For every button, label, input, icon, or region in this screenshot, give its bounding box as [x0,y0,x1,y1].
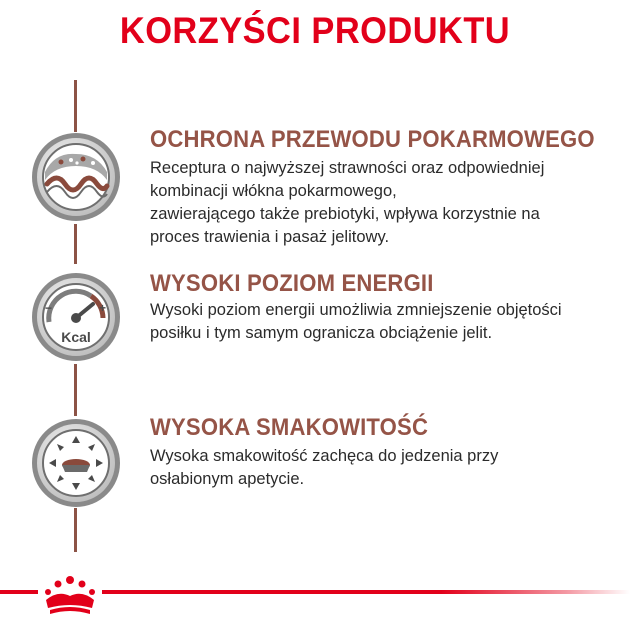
digestive-tract-icon [31,132,121,222]
benefit-text-palatability [150,445,610,491]
connector-line-mid-1 [74,224,77,264]
benefit-text-line: Receptura o najwyższej strawności oraz odpowiedniej [150,159,545,177]
benefit-text-line: Wysoka smakowitość zachęca do jedzenia przy [150,447,499,465]
svg-text:−: − [45,301,53,315]
page-title: KORZYŚCI PRODUKTU [119,10,511,51]
benefit-text-line: proces trawienia i pasaż jelitowy. [150,228,390,246]
energy-gauge-icon [31,272,121,362]
benefit-text-line: kombinacji włókna pokarmowego, [150,182,397,200]
royal-crown-logo [38,572,102,618]
connector-line-mid-2 [74,364,77,416]
benefit-text-energy [150,299,610,345]
svg-text:+: + [99,301,107,315]
benefit-text-line: zawierającego także prebiotyki, wpływa korzystnie na [150,205,540,223]
connector-line-top [74,80,77,132]
benefit-text-line: osłabionym apetycie. [150,470,305,488]
benefit-heading-palatability: WYSOKA SMAKOWITOŚĆ [150,414,429,441]
benefit-text-digestive [150,157,610,249]
kcal-label: Kcal [61,329,91,345]
palatability-bowl-icon [31,418,121,508]
benefit-heading-energy: WYSOKI POZIOM ENERGII [150,270,434,297]
benefit-heading-digestive: OCHRONA PRZEWODU POKARMOWEGO [150,126,595,153]
benefit-text-line: posiłku i tym samym ogranicza obciążenie jelit. [150,324,493,342]
benefit-text-line: Wysoki poziom energii umożliwia zmniejszenie objętości [150,301,562,319]
connector-line-bottom [74,508,77,552]
